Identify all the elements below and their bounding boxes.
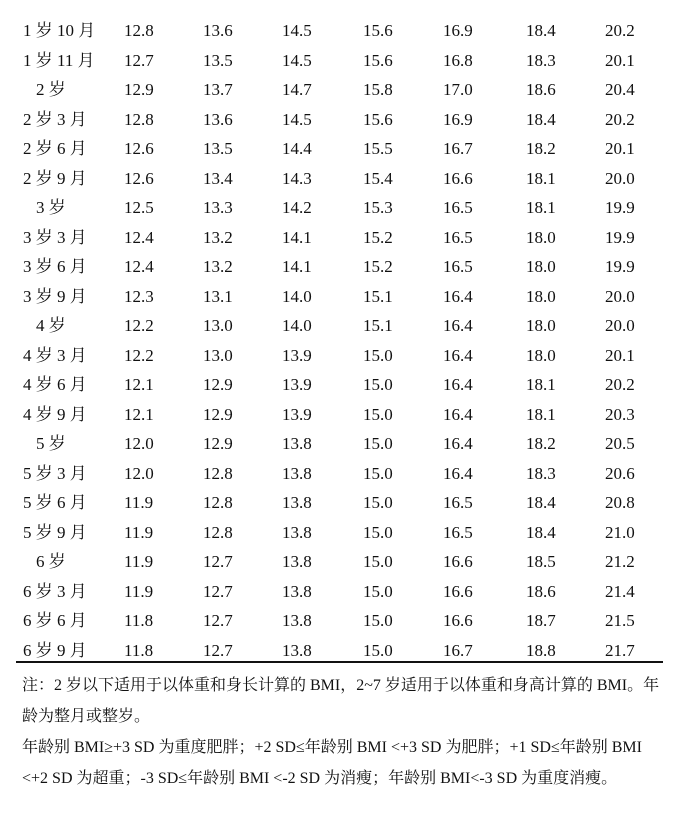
bmi-value-cell: 14.4 bbox=[282, 139, 312, 158]
bmi-value-cell: 16.6 bbox=[443, 611, 473, 630]
bmi-value-cell: 15.0 bbox=[363, 611, 393, 630]
bmi-value-cell: 20.3 bbox=[605, 404, 635, 424]
table-row bbox=[16, 518, 663, 548]
bmi-value-cell: 12.7 bbox=[203, 611, 233, 630]
bmi-value-cell: 12.7 bbox=[203, 552, 233, 571]
age-cell: 6 岁 9 月 bbox=[23, 640, 87, 660]
bmi-value-cell: 15.5 bbox=[363, 139, 393, 158]
bmi-value-cell: 21.7 bbox=[605, 640, 635, 660]
bmi-value-cell: 12.3 bbox=[124, 286, 154, 306]
bmi-value-cell: 13.8 bbox=[282, 463, 312, 483]
bmi-value-cell: 15.0 bbox=[363, 640, 393, 660]
bmi-value-cell: 12.2 bbox=[124, 345, 154, 365]
bmi-value-cell: 11.9 bbox=[124, 493, 154, 512]
bmi-value-cell: 13.8 bbox=[282, 640, 312, 660]
bmi-value-cell: 18.1 bbox=[526, 198, 556, 217]
age-cell: 4 岁 6 月 bbox=[23, 375, 87, 394]
bmi-value-cell: 12.4 bbox=[124, 227, 154, 247]
bmi-value-cell: 13.8 bbox=[282, 522, 312, 542]
bmi-value-cell: 18.2 bbox=[526, 434, 556, 453]
bmi-value-cell: 12.8 bbox=[203, 522, 233, 542]
table-row bbox=[16, 193, 663, 223]
bmi-value-cell: 20.1 bbox=[605, 50, 635, 70]
bmi-value-cell: 13.5 bbox=[203, 50, 233, 70]
table-row bbox=[16, 488, 663, 518]
bmi-value-cell: 15.2 bbox=[363, 227, 393, 247]
bmi-value-cell: 14.5 bbox=[282, 109, 312, 129]
bmi-value-cell: 18.0 bbox=[526, 257, 556, 276]
bmi-value-cell: 12.7 bbox=[124, 50, 154, 70]
table-row bbox=[16, 105, 663, 135]
bmi-value-cell: 16.4 bbox=[443, 463, 473, 483]
bmi-value-cell: 21.2 bbox=[605, 552, 635, 571]
bmi-value-cell: 12.9 bbox=[203, 404, 233, 424]
bmi-value-cell: 15.4 bbox=[363, 168, 393, 188]
age-cell: 5 岁 6 月 bbox=[23, 493, 87, 512]
age-cell: 3 岁 3 月 bbox=[23, 227, 87, 247]
bmi-value-cell: 12.0 bbox=[124, 434, 154, 453]
age-cell: 3 岁 bbox=[36, 198, 66, 217]
bmi-value-cell: 18.1 bbox=[526, 375, 556, 394]
bmi-value-cell: 18.1 bbox=[526, 168, 556, 188]
bmi-value-cell: 15.6 bbox=[363, 50, 393, 70]
age-cell: 3 岁 6 月 bbox=[23, 257, 87, 276]
bmi-value-cell: 16.5 bbox=[443, 493, 473, 512]
table-bottom-rule bbox=[16, 661, 663, 663]
bmi-value-cell: 15.0 bbox=[363, 581, 393, 601]
bmi-value-cell: 20.1 bbox=[605, 345, 635, 365]
bmi-value-cell: 13.6 bbox=[203, 21, 233, 40]
bmi-value-cell: 14.1 bbox=[282, 257, 312, 276]
bmi-value-cell: 16.9 bbox=[443, 109, 473, 129]
bmi-value-cell: 14.5 bbox=[282, 50, 312, 70]
table-row bbox=[16, 400, 663, 430]
bmi-value-cell: 18.5 bbox=[526, 552, 556, 571]
bmi-value-cell: 15.2 bbox=[363, 257, 393, 276]
bmi-value-cell: 12.1 bbox=[124, 375, 154, 394]
bmi-value-cell: 16.7 bbox=[443, 640, 473, 660]
bmi-value-cell: 18.3 bbox=[526, 463, 556, 483]
bmi-value-cell: 16.4 bbox=[443, 286, 473, 306]
table-row bbox=[16, 46, 663, 76]
bmi-value-cell: 11.9 bbox=[124, 581, 154, 601]
bmi-value-cell: 12.8 bbox=[124, 109, 154, 129]
bmi-value-cell: 18.2 bbox=[526, 139, 556, 158]
bmi-value-cell: 21.0 bbox=[605, 522, 635, 542]
bmi-value-cell: 12.7 bbox=[203, 640, 233, 660]
bmi-value-cell: 14.7 bbox=[282, 80, 312, 99]
bmi-value-cell: 12.9 bbox=[124, 80, 154, 99]
bmi-value-cell: 16.6 bbox=[443, 168, 473, 188]
bmi-value-cell: 18.7 bbox=[526, 611, 556, 630]
table-row bbox=[16, 311, 663, 341]
bmi-value-cell: 12.1 bbox=[124, 404, 154, 424]
bmi-value-cell: 11.8 bbox=[124, 611, 154, 630]
bmi-value-cell: 11.8 bbox=[124, 640, 154, 660]
note-bmi-method: 注：2 岁以下适用于以体重和身长计算的 BMI，2~7 岁适用于以体重和身高计算的 BMI。年龄为整月或整岁。 bbox=[22, 677, 660, 725]
bmi-value-cell: 15.1 bbox=[363, 286, 393, 306]
age-cell: 4 岁 bbox=[36, 316, 66, 335]
age-cell: 6 岁 3 月 bbox=[23, 581, 87, 601]
bmi-value-cell: 14.0 bbox=[282, 286, 312, 306]
bmi-value-cell: 20.5 bbox=[605, 434, 635, 453]
bmi-value-cell: 12.5 bbox=[124, 198, 154, 217]
bmi-value-cell: 16.5 bbox=[443, 198, 473, 217]
bmi-value-cell: 18.4 bbox=[526, 493, 556, 512]
bmi-value-cell: 18.0 bbox=[526, 345, 556, 365]
bmi-value-cell: 18.0 bbox=[526, 227, 556, 247]
bmi-value-cell: 14.5 bbox=[282, 21, 312, 40]
bmi-table bbox=[16, 16, 663, 665]
table-row bbox=[16, 459, 663, 489]
bmi-value-cell: 18.3 bbox=[526, 50, 556, 70]
table-row bbox=[16, 547, 663, 577]
bmi-value-cell: 13.6 bbox=[203, 109, 233, 129]
bmi-value-cell: 13.8 bbox=[282, 581, 312, 601]
bmi-value-cell: 21.4 bbox=[605, 581, 635, 601]
age-cell: 5 岁 bbox=[36, 434, 66, 453]
bmi-value-cell: 13.9 bbox=[282, 404, 312, 424]
age-cell: 2 岁 3 月 bbox=[23, 109, 87, 129]
bmi-value-cell: 16.4 bbox=[443, 375, 473, 394]
bmi-value-cell: 11.9 bbox=[124, 552, 154, 571]
bmi-value-cell: 16.5 bbox=[443, 227, 473, 247]
bmi-value-cell: 12.4 bbox=[124, 257, 154, 276]
bmi-value-cell: 20.0 bbox=[605, 286, 635, 306]
table-row bbox=[16, 223, 663, 253]
bmi-value-cell: 16.8 bbox=[443, 50, 473, 70]
bmi-value-cell: 19.9 bbox=[605, 227, 635, 247]
bmi-value-cell: 13.0 bbox=[203, 345, 233, 365]
bmi-value-cell: 14.1 bbox=[282, 227, 312, 247]
age-cell: 1 岁 10 月 bbox=[23, 21, 96, 40]
bmi-value-cell: 17.0 bbox=[443, 80, 473, 99]
bmi-value-cell: 13.4 bbox=[203, 168, 233, 188]
age-cell: 2 岁 bbox=[36, 80, 66, 99]
bmi-value-cell: 13.2 bbox=[203, 227, 233, 247]
bmi-value-cell: 16.5 bbox=[443, 257, 473, 276]
table-row bbox=[16, 252, 663, 282]
bmi-value-cell: 13.9 bbox=[282, 345, 312, 365]
bmi-value-cell: 20.1 bbox=[605, 139, 635, 158]
bmi-value-cell: 16.6 bbox=[443, 581, 473, 601]
bmi-value-cell: 18.1 bbox=[526, 404, 556, 424]
table-row bbox=[16, 341, 663, 371]
age-cell: 3 岁 9 月 bbox=[23, 286, 87, 306]
age-cell: 5 岁 3 月 bbox=[23, 463, 87, 483]
bmi-value-cell: 20.2 bbox=[605, 109, 635, 129]
bmi-value-cell: 20.4 bbox=[605, 80, 635, 99]
table-row bbox=[16, 370, 663, 400]
bmi-value-cell: 13.5 bbox=[203, 139, 233, 158]
bmi-value-cell: 13.8 bbox=[282, 552, 312, 571]
bmi-value-cell: 13.3 bbox=[203, 198, 233, 217]
bmi-value-cell: 20.0 bbox=[605, 168, 635, 188]
bmi-value-cell: 15.6 bbox=[363, 21, 393, 40]
age-cell: 4 岁 3 月 bbox=[23, 345, 87, 365]
bmi-value-cell: 13.8 bbox=[282, 493, 312, 512]
bmi-value-cell: 13.1 bbox=[203, 286, 233, 306]
bmi-value-cell: 12.2 bbox=[124, 316, 154, 335]
bmi-value-cell: 20.0 bbox=[605, 316, 635, 335]
bmi-value-cell: 18.4 bbox=[526, 109, 556, 129]
bmi-value-cell: 12.8 bbox=[124, 21, 154, 40]
bmi-value-cell: 15.0 bbox=[363, 522, 393, 542]
table-row bbox=[16, 134, 663, 164]
bmi-value-cell: 12.6 bbox=[124, 139, 154, 158]
bmi-value-cell: 15.0 bbox=[363, 404, 393, 424]
bmi-value-cell: 14.3 bbox=[282, 168, 312, 188]
age-cell: 6 岁 6 月 bbox=[23, 611, 87, 630]
table-row bbox=[16, 606, 663, 636]
bmi-value-cell: 15.6 bbox=[363, 109, 393, 129]
bmi-value-cell: 13.7 bbox=[203, 80, 233, 99]
bmi-value-cell: 18.6 bbox=[526, 80, 556, 99]
table-row bbox=[16, 16, 663, 46]
bmi-value-cell: 16.4 bbox=[443, 316, 473, 335]
bmi-value-cell: 16.4 bbox=[443, 345, 473, 365]
bmi-value-cell: 14.2 bbox=[282, 198, 312, 217]
bmi-value-cell: 14.0 bbox=[282, 316, 312, 335]
bmi-value-cell: 21.5 bbox=[605, 611, 635, 630]
bmi-value-cell: 15.1 bbox=[363, 316, 393, 335]
table-row bbox=[16, 282, 663, 312]
bmi-value-cell: 20.6 bbox=[605, 463, 635, 483]
bmi-value-cell: 12.8 bbox=[203, 493, 233, 512]
bmi-value-cell: 15.0 bbox=[363, 434, 393, 453]
bmi-value-cell: 16.4 bbox=[443, 404, 473, 424]
bmi-value-cell: 16.5 bbox=[443, 522, 473, 542]
bmi-value-cell: 19.9 bbox=[605, 257, 635, 276]
bmi-value-cell: 12.7 bbox=[203, 581, 233, 601]
bmi-value-cell: 12.9 bbox=[203, 434, 233, 453]
bmi-value-cell: 15.3 bbox=[363, 198, 393, 217]
age-cell: 2 岁 6 月 bbox=[23, 139, 87, 158]
table-row bbox=[16, 75, 663, 105]
bmi-value-cell: 18.0 bbox=[526, 286, 556, 306]
bmi-value-cell: 12.8 bbox=[203, 463, 233, 483]
age-cell: 2 岁 9 月 bbox=[23, 168, 87, 188]
bmi-value-cell: 15.0 bbox=[363, 552, 393, 571]
age-cell: 6 岁 bbox=[36, 552, 66, 571]
bmi-value-cell: 13.9 bbox=[282, 375, 312, 394]
bmi-value-cell: 11.9 bbox=[124, 522, 154, 542]
bmi-value-cell: 16.7 bbox=[443, 139, 473, 158]
bmi-value-cell: 18.4 bbox=[526, 522, 556, 542]
bmi-value-cell: 20.2 bbox=[605, 375, 635, 394]
bmi-value-cell: 16.4 bbox=[443, 434, 473, 453]
table-row bbox=[16, 164, 663, 194]
age-cell: 4 岁 9 月 bbox=[23, 404, 87, 424]
bmi-value-cell: 15.0 bbox=[363, 463, 393, 483]
bmi-value-cell: 12.0 bbox=[124, 463, 154, 483]
table-row bbox=[16, 577, 663, 607]
bmi-value-cell: 16.6 bbox=[443, 552, 473, 571]
bmi-value-cell: 13.2 bbox=[203, 257, 233, 276]
note-bmi-classification: 年龄别 BMI≥+3 SD 为重度肥胖；+2 SD≤年龄别 BMI <+3 SD 为肥胖；+1 SD≤年龄别 BMI <+2 SD 为超重；-3 SD≤年龄别 BMI <-2 SD 为消瘦；年龄别 BMI<-3 SD 为重度消瘦。 bbox=[22, 739, 642, 787]
table-row bbox=[16, 429, 663, 459]
bmi-value-cell: 15.0 bbox=[363, 493, 393, 512]
bmi-value-cell: 18.0 bbox=[526, 316, 556, 335]
bmi-value-cell: 13.8 bbox=[282, 611, 312, 630]
bmi-value-cell: 13.8 bbox=[282, 434, 312, 453]
bmi-value-cell: 15.0 bbox=[363, 345, 393, 365]
bmi-value-cell: 15.0 bbox=[363, 375, 393, 394]
table-notes bbox=[22, 670, 662, 794]
age-cell: 1 岁 11 月 bbox=[23, 50, 95, 70]
bmi-value-cell: 18.8 bbox=[526, 640, 556, 660]
bmi-value-cell: 20.2 bbox=[605, 21, 635, 40]
age-cell: 5 岁 9 月 bbox=[23, 522, 87, 542]
bmi-value-cell: 15.8 bbox=[363, 80, 393, 99]
bmi-value-cell: 16.9 bbox=[443, 21, 473, 40]
bmi-value-cell: 13.0 bbox=[203, 316, 233, 335]
bmi-value-cell: 12.9 bbox=[203, 375, 233, 394]
bmi-value-cell: 20.8 bbox=[605, 493, 635, 512]
bmi-value-cell: 18.6 bbox=[526, 581, 556, 601]
bmi-value-cell: 12.6 bbox=[124, 168, 154, 188]
bmi-value-cell: 19.9 bbox=[605, 198, 635, 217]
bmi-value-cell: 18.4 bbox=[526, 21, 556, 40]
